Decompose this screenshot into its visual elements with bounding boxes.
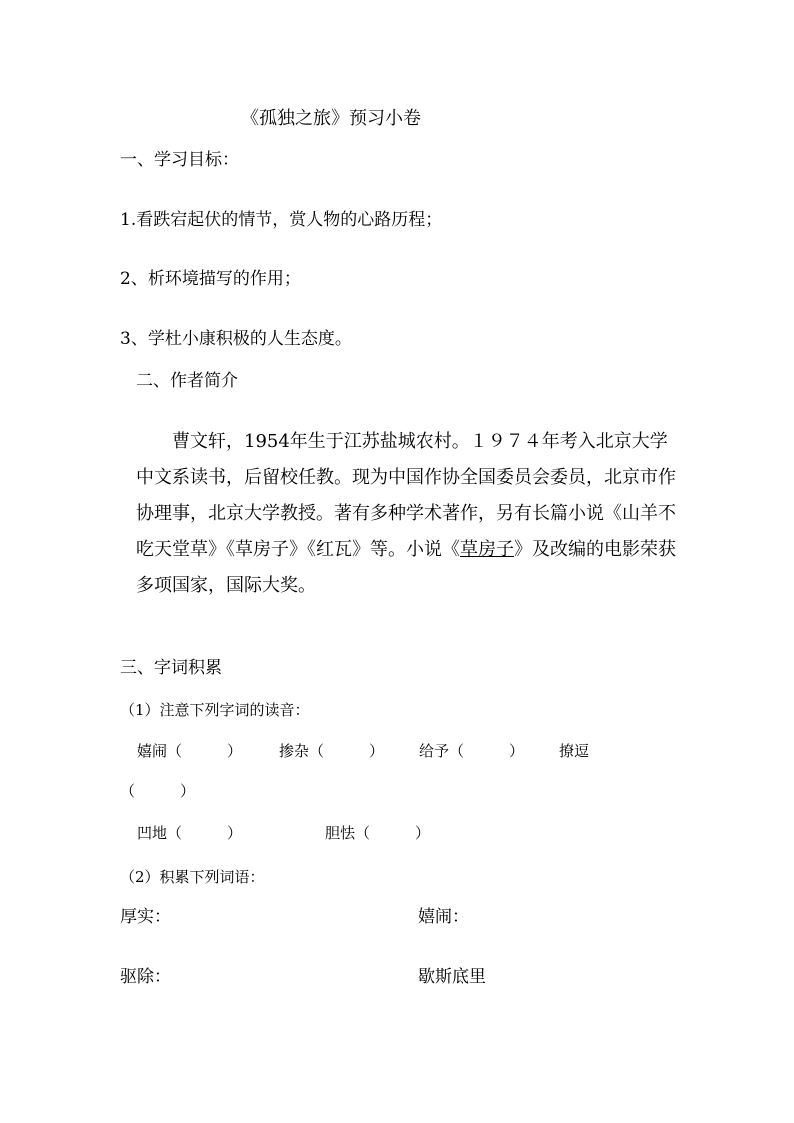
pronunciation-item: 胆怯（ ） (325, 824, 431, 842)
pronunciation-item: 给予（ ） (419, 742, 525, 760)
subheading-pronunciation: （1）注意下列字词的读音： (120, 701, 310, 719)
pronunciation-item-continued: （ ） (120, 782, 196, 800)
subheading-words: （2）积累下列词语： (120, 868, 265, 886)
section-heading-author: 二、作者简介 (136, 371, 238, 391)
goal-item-1: 1.看跌宕起伏的情节，赏人物的心路历程； (120, 210, 443, 230)
document-title: 《孤独之旅》预习小卷 (241, 108, 421, 129)
section-heading-goals: 一、学习目标： (120, 150, 239, 170)
vocab-term: 歇斯底里 (418, 967, 486, 987)
vocab-term: 厚实： (120, 907, 171, 927)
goal-item-2: 2、析环境描写的作用； (120, 269, 301, 289)
author-bio-text: 曹文轩，1954年生于江苏盐城农村。１９７４年考入北京大学中文系读书，后留校任教。现为中国作协全国委员会委员，北京市作协理事，北京大学教授。著有多种学术著作，另有长篇小说《山羊不吃天堂草》《草房子》《红瓦》等。小说《 (136, 431, 676, 560)
author-bio-paragraph (136, 424, 676, 604)
pronunciation-item: 撩逗 (559, 742, 590, 760)
section-heading-vocabulary: 三、字词积累 (120, 658, 222, 678)
pronunciation-item: 嬉闹（ ） (137, 742, 243, 760)
pronunciation-item: 掺杂（ ） (279, 742, 385, 760)
author-bio-text-end: 》及改编的电影荣获多项国家，国际大奖。 (136, 539, 676, 596)
pronunciation-item: 凹地（ ） (137, 824, 243, 842)
underlined-title: 草房子 (460, 539, 514, 560)
vocab-term: 嬉闹： (418, 907, 469, 927)
vocab-term: 驱除： (120, 967, 171, 987)
goal-item-3: 3、学杜小康积极的人生态度。 (120, 329, 352, 349)
